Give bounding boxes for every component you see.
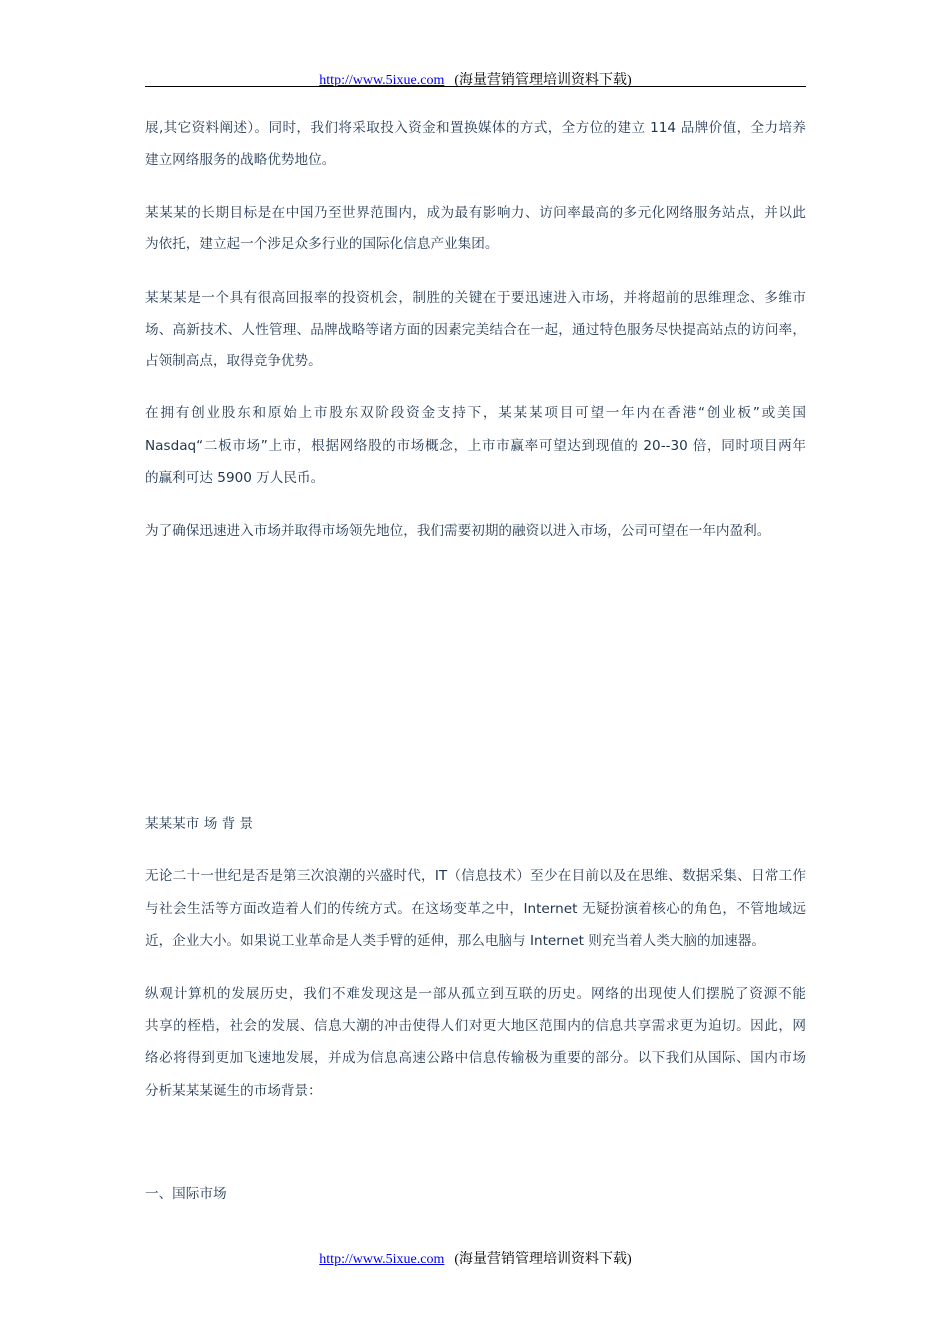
paragraph-line: 为依托，建立起一个涉足众多行业的国际化信息产业集团。 — [145, 236, 499, 252]
paragraph-line: 的赢利可达 5900 万人民币。 — [145, 470, 325, 486]
paragraph-line: 无论二十一世纪是否是第三次浪潮的兴盛时代，IT（信息技术）至少在目前以及在思维、数据采集、日常工作 — [145, 868, 806, 884]
page-footer — [145, 1248, 806, 1268]
paragraph-line: 占领制高点，取得竞争优势。 — [145, 353, 322, 369]
paragraph-line: 场、高新技术、人性管理、品牌战略等诸方面的因素完美结合在一起，通过特色服务尽快提高站点的访问率， — [145, 322, 806, 338]
header-note: (海量营销管理培训资料下载) — [454, 73, 632, 88]
header-link[interactable]: http://www.5ixue.com — [319, 73, 445, 88]
section-heading: 某某某市 场 背 景 — [145, 816, 254, 832]
paragraph-line: 络必将得到更加飞速地发展，并成为信息高速公路中信息传输极为重要的部分。以下我们从国际、国内市场 — [145, 1050, 806, 1066]
header-rule — [145, 86, 806, 87]
paragraph-line: 分析某某某诞生的市场背景： — [145, 1083, 322, 1099]
paragraph-line: 为了确保迅速进入市场并取得市场领先地位，我们需要初期的融资以进入市场，公司可望在一年内盈利。 — [145, 523, 771, 539]
paragraph-line: 近，企业大小。如果说工业革命是人类手臂的延伸，那么电脑与 Internet 则充当着人类大脑的加速器。 — [145, 933, 765, 949]
paragraph-line: 某某某的长期目标是在中国乃至世界范围内，成为最有影响力、访问率最高的多元化网络服务站点，并以此 — [145, 205, 806, 221]
footer-link[interactable]: http://www.5ixue.com — [319, 1252, 445, 1267]
paragraph-line: 纵观计算机的发展历史，我们不难发现这是一部从孤立到互联的历史。网络的出现使人们摆脱了资源不能 — [145, 986, 806, 1002]
footer-note: (海量营销管理培训资料下载) — [454, 1252, 632, 1267]
paragraph-line: 展,其它资料阐述）。同时，我们将采取投入资金和置换媒体的方式，全方位的建立 114 品牌价值，全力培养 — [145, 120, 806, 136]
paragraph-line: 建立网络服务的战略优势地位。 — [145, 152, 336, 168]
section-heading: 一、国际市场 — [145, 1186, 227, 1202]
paragraph-line: 在拥有创业股东和原始上市股东双阶段资金支持下，某某某项目可望一年内在香港“创业板”或美国 — [145, 405, 806, 421]
paragraph-line: 共享的桎梏，社会的发展、信息大潮的冲击使得人们对更大地区范围内的信息共享需求更为迫切。因此，网 — [145, 1018, 806, 1034]
paragraph-line: Nasdaq“二板市场”上市，根据网络股的市场概念，上市市赢率可望达到现值的 20--30 倍，同时项目两年 — [145, 438, 806, 454]
paragraph-line: 与社会生活等方面改造着人们的传统方式。在这场变革之中，Internet 无疑扮演着核心的角色，不管地域远 — [145, 901, 806, 917]
paragraph-line: 某某某是一个具有很高回报率的投资机会，制胜的关键在于要迅速进入市场，并将超前的思维理念、多维市 — [145, 290, 806, 306]
